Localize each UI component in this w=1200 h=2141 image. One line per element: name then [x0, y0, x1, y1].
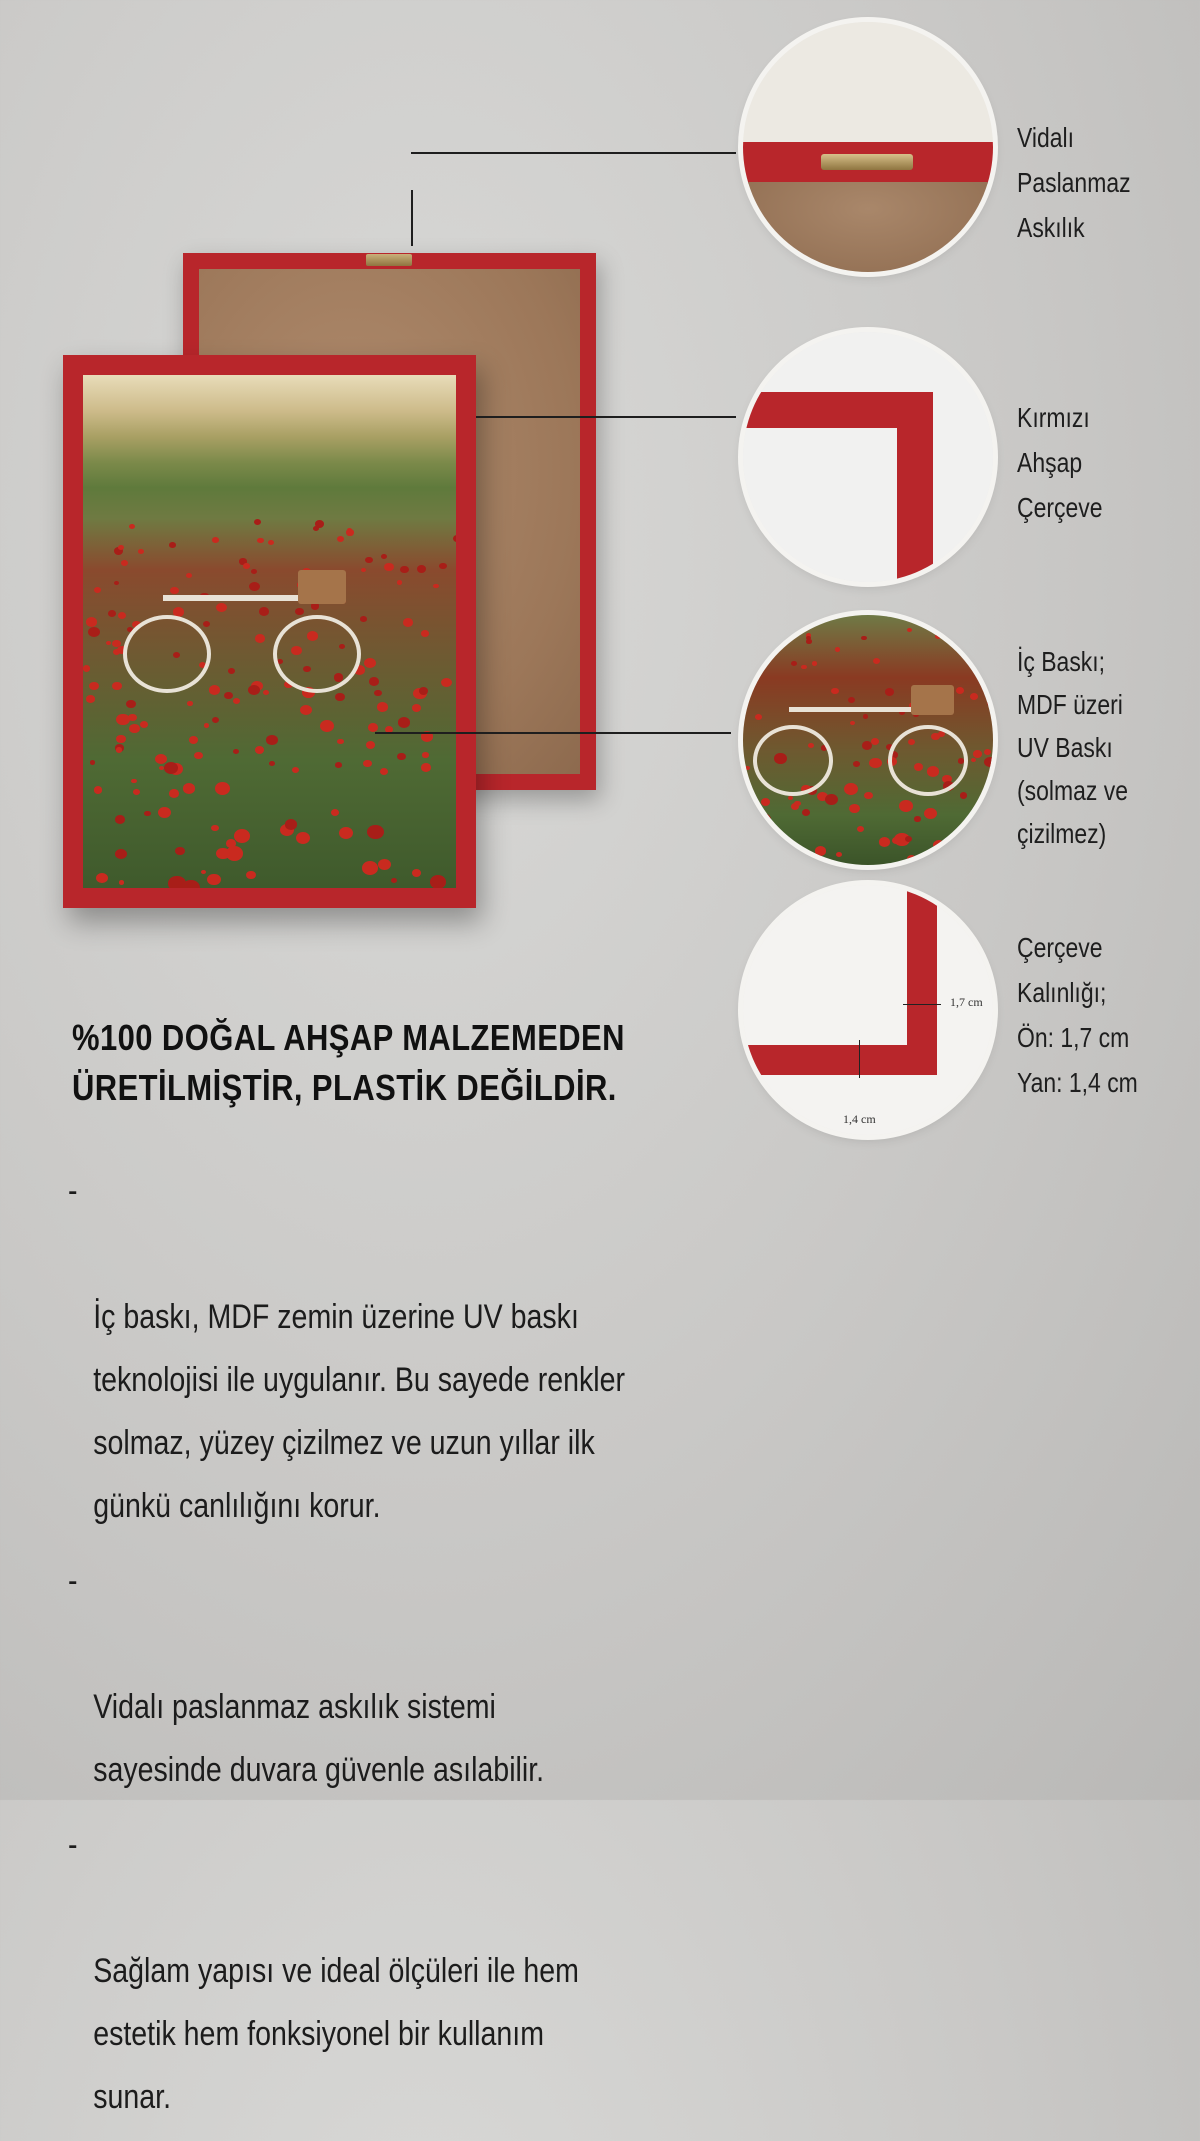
- poppy-flower: [209, 685, 220, 695]
- poppy-flower: [362, 861, 378, 875]
- poppy-flower: [864, 792, 873, 800]
- front-frame-image: [63, 355, 476, 908]
- poppy-flower: [112, 640, 121, 647]
- poppy-flower: [164, 762, 178, 774]
- poppy-flower: [215, 782, 230, 794]
- hanger-icon: [821, 154, 913, 170]
- poppy-flower: [194, 752, 203, 759]
- poppy-flower: [755, 714, 762, 720]
- poppy-flower: [975, 858, 988, 865]
- poppy-flower: [216, 848, 230, 860]
- poppy-flower: [364, 658, 376, 668]
- poppy-flower: [755, 813, 771, 826]
- poppy-flower: [863, 714, 868, 718]
- poppy-flower: [791, 661, 797, 666]
- poppy-flower: [960, 792, 967, 798]
- poppy-flower: [246, 871, 255, 879]
- poppy-flower: [933, 840, 945, 850]
- poppy-flower: [984, 757, 993, 767]
- poppy-flower: [419, 687, 429, 695]
- feature-bullet-list: [68, 1160, 828, 2141]
- poppy-flower: [365, 557, 372, 563]
- poppy-flower: [862, 741, 873, 750]
- poppy-flower: [186, 573, 192, 578]
- poppy-flower: [835, 647, 840, 651]
- poppy-flower: [767, 636, 773, 641]
- poppy-flower: [794, 801, 801, 807]
- poppy-flower: [255, 746, 264, 754]
- poppy-flower: [403, 618, 413, 627]
- poppy-flower: [263, 690, 269, 695]
- bicycle-wheel: [123, 615, 211, 693]
- bullet-text: Sağlam yapısı ve ideal ölçüleri ile hem estetik hem fonksiyonel bir kullanım sunar.: [93, 1952, 579, 2116]
- poppy-flower: [885, 688, 894, 696]
- poppy-flower: [88, 627, 100, 637]
- poppy-flower: [119, 880, 124, 884]
- poppy-flower: [138, 549, 144, 554]
- print-detail-circle: [743, 615, 993, 865]
- poppy-flower: [745, 766, 750, 771]
- poppy-flower: [384, 563, 393, 571]
- poppy-flower: [169, 789, 180, 798]
- poppy-flower: [849, 804, 860, 813]
- bullet-dash: -: [68, 1160, 78, 1223]
- poppy-flower: [430, 875, 446, 888]
- side-thickness-label: 1,4 cm: [843, 1112, 876, 1127]
- poppy-flower: [90, 760, 95, 764]
- poppy-flower: [970, 693, 978, 700]
- poppy-flower: [86, 617, 97, 627]
- poppy-flower: [831, 688, 839, 694]
- poppy-flower: [815, 858, 828, 865]
- bullet-dash: -: [68, 1550, 78, 1613]
- poppy-flower: [853, 761, 860, 767]
- front-dimension-mark: [903, 1004, 941, 1005]
- poppy-flower: [89, 682, 99, 690]
- poppy-flower: [366, 741, 375, 749]
- poppy-flower: [391, 878, 397, 883]
- poppy-flower: [295, 608, 303, 615]
- poppy-flower: [116, 747, 122, 752]
- poppy-flower: [983, 649, 989, 654]
- headline: [72, 1013, 674, 1113]
- poppy-flower: [320, 720, 334, 732]
- poppy-flower: [367, 825, 384, 840]
- bicycle-basket: [911, 685, 954, 716]
- bullet-item: [68, 1814, 832, 2129]
- poppy-flower: [182, 880, 201, 888]
- poppy-flower: [339, 827, 353, 839]
- poppy-flower: [243, 563, 250, 569]
- poppy-flower: [207, 874, 220, 885]
- poppy-flower: [96, 873, 108, 883]
- poppy-flower: [361, 568, 366, 572]
- print-area: [83, 375, 456, 888]
- bicycle-wheel: [273, 615, 361, 693]
- poppy-flower: [266, 735, 277, 745]
- hanger-detail-circle: [743, 22, 993, 272]
- poppy-flower: [774, 845, 779, 850]
- poppy-flower: [133, 789, 140, 795]
- poppy-flower: [189, 736, 198, 744]
- poppy-flower: [115, 815, 125, 823]
- bicycle-wheel: [753, 725, 833, 796]
- poppy-flower: [879, 837, 890, 846]
- poppy-flower: [417, 565, 426, 573]
- poppy-flower: [257, 538, 264, 544]
- poppy-flower: [836, 852, 842, 857]
- poppy-flower: [292, 767, 299, 773]
- bullet-text: Vidalı paslanmaz askılık sistemi sayesinde duvara güvenle asılabilir.: [93, 1688, 544, 1789]
- poppy-flower: [158, 807, 171, 818]
- poppy-flower: [83, 665, 90, 671]
- poppy-flower: [94, 786, 103, 793]
- poppy-flower: [268, 540, 274, 545]
- feature-label-frame: Kırmızı Ahşap Çerçeve: [1017, 395, 1165, 530]
- poppy-flower: [421, 763, 431, 772]
- poppy-flower: [203, 621, 210, 627]
- poppy-flower: [115, 849, 127, 859]
- poppy-flower: [869, 758, 881, 769]
- poppy-flower: [126, 700, 136, 708]
- poppy-flower: [368, 723, 378, 731]
- poppy-flower: [360, 616, 367, 622]
- poppy-flower: [259, 607, 270, 616]
- poppy-flower: [212, 717, 220, 723]
- feature-label-hanger: Vidalı Paslanmaz Askılık: [1017, 115, 1165, 250]
- poppy-flower: [971, 758, 976, 763]
- poppy-flower: [369, 677, 380, 686]
- poppy-flower: [155, 754, 167, 764]
- thickness-detail-circle: [743, 885, 993, 1135]
- connector-line-hanger: [411, 190, 413, 246]
- poppy-flower: [381, 554, 387, 559]
- poppy-flower: [129, 524, 135, 529]
- poppy-flower: [112, 682, 121, 690]
- feature-label-print: İç Baskı; MDF üzeri UV Baskı (solmaz ve çizilmez): [1017, 640, 1165, 855]
- poppy-flower: [956, 687, 964, 694]
- poppy-flower: [861, 636, 866, 641]
- bullet-item: [68, 1550, 832, 1802]
- poppy-flower: [453, 535, 456, 542]
- poppy-flower: [140, 721, 148, 728]
- poppy-flower: [204, 723, 209, 727]
- poppy-flower: [815, 846, 827, 856]
- poppy-flower: [850, 721, 855, 725]
- poppy-flower: [233, 698, 240, 704]
- poppy-flower: [397, 753, 406, 761]
- headline-line-1: %100 DOĞAL AHŞAP MALZEMEDEN: [72, 1013, 674, 1063]
- poppy-flower: [966, 837, 976, 846]
- poppy-flower: [761, 798, 770, 806]
- poppy-flower: [121, 560, 128, 566]
- poppy-flower: [825, 794, 838, 805]
- poppy-flower: [212, 537, 219, 543]
- poppy-flower: [346, 529, 353, 535]
- poppy-field-print: [83, 375, 456, 888]
- poppy-flower: [337, 739, 343, 744]
- bullet-text: İç baskı, MDF zemin üzerine UV baskı teknolojisi ile uygulanır. Bu sayede renkler solmaz, yüzey çizilmez ve uzun yıllar ilk günkü canlılığını korur.: [93, 1298, 625, 1525]
- poppy-flower: [433, 584, 438, 588]
- poppy-flower: [300, 705, 312, 715]
- poppy-flower: [269, 761, 275, 766]
- poppy-flower: [183, 783, 195, 793]
- poppy-flower: [973, 750, 982, 757]
- poppy-flower: [248, 685, 260, 695]
- poppy-flower: [935, 634, 941, 639]
- poppy-flower: [315, 520, 324, 528]
- poppy-flower: [285, 819, 297, 830]
- poppy-flower: [233, 749, 239, 754]
- poppy-flower: [812, 661, 817, 665]
- poppy-flower: [441, 678, 452, 687]
- poppy-flower: [86, 695, 95, 702]
- poppy-flower: [788, 796, 793, 801]
- poppy-flower: [439, 563, 446, 569]
- poppy-flower: [228, 668, 235, 674]
- side-dimension-mark: [859, 1040, 860, 1078]
- poppy-flower: [848, 697, 855, 703]
- poppy-flower: [337, 536, 344, 542]
- connector-line-frame: [476, 416, 736, 418]
- poppy-flower: [94, 587, 101, 593]
- poppy-flower: [924, 808, 937, 819]
- poppy-flower: [296, 832, 310, 844]
- poppy-flower: [108, 610, 116, 617]
- bullet-item: [68, 1160, 832, 1538]
- connector-line-hanger: [411, 152, 736, 154]
- poppy-flower: [398, 717, 411, 728]
- poppy-flower: [801, 665, 806, 669]
- poppy-flower: [374, 690, 381, 696]
- poppy-flower: [216, 603, 227, 612]
- poppy-flower: [914, 816, 920, 821]
- poppy-flower: [899, 800, 913, 812]
- poppy-flower: [400, 566, 409, 573]
- poppy-flower: [144, 811, 151, 817]
- poppy-flower: [363, 760, 372, 768]
- poppy-flower: [802, 809, 810, 816]
- poppy-flower: [114, 581, 119, 585]
- poppy-flower: [421, 630, 429, 637]
- bicycle-wheel: [888, 725, 968, 796]
- poppy-flower: [953, 838, 965, 848]
- bullet-dash: -: [68, 1814, 78, 1877]
- poppy-flower: [169, 542, 176, 548]
- poppy-flower: [907, 628, 912, 633]
- headline-line-2: ÜRETİLMİŞTİR, PLASTİK DEĞİLDİR.: [72, 1063, 674, 1113]
- poppy-flower: [187, 701, 192, 706]
- poppy-flower: [422, 752, 429, 758]
- poppy-flower: [412, 869, 421, 877]
- poppy-flower: [905, 836, 912, 842]
- poppy-flower: [335, 693, 345, 701]
- poppy-flower: [907, 855, 916, 863]
- poppy-flower: [378, 859, 391, 870]
- poppy-flower: [377, 702, 388, 712]
- poppy-flower: [129, 724, 139, 733]
- poppy-flower: [984, 749, 991, 755]
- feature-label-thickness: Çerçeve Kalınlığı; Ön: 1,7 cm Yan: 1,4 cm: [1017, 925, 1165, 1105]
- poppy-flower: [170, 587, 179, 594]
- poppy-flower: [118, 612, 126, 619]
- hanger-icon: [366, 254, 412, 266]
- poppy-flower: [116, 735, 125, 743]
- poppy-flower: [987, 699, 993, 706]
- poppy-flower: [249, 582, 260, 591]
- poppy-flower: [955, 630, 960, 634]
- poppy-flower: [234, 829, 251, 843]
- connector-line-print: [375, 732, 731, 734]
- poppy-flower: [131, 779, 136, 783]
- poppy-flower: [106, 641, 111, 645]
- poppy-flower: [380, 768, 388, 775]
- poppy-flower: [118, 545, 124, 550]
- poppy-flower: [255, 634, 266, 643]
- poppy-flower: [331, 809, 339, 816]
- poppy-flower: [871, 738, 879, 745]
- poppy-flower: [201, 870, 206, 874]
- poppy-flower: [116, 714, 130, 726]
- poppy-flower: [251, 569, 257, 574]
- poppy-flower: [211, 825, 218, 831]
- poppy-flower: [335, 762, 342, 768]
- poppy-flower: [224, 692, 233, 699]
- poppy-flower: [873, 658, 880, 664]
- poppy-flower: [397, 580, 402, 584]
- poppy-flower: [412, 704, 421, 712]
- poppy-flower: [254, 519, 261, 525]
- poppy-flower: [175, 847, 184, 855]
- poppy-flower: [844, 783, 858, 795]
- bicycle-basket: [298, 570, 346, 604]
- front-thickness-label: 1,7 cm: [950, 995, 983, 1010]
- frame-corner-circle: [743, 332, 993, 582]
- poppy-flower: [857, 826, 864, 832]
